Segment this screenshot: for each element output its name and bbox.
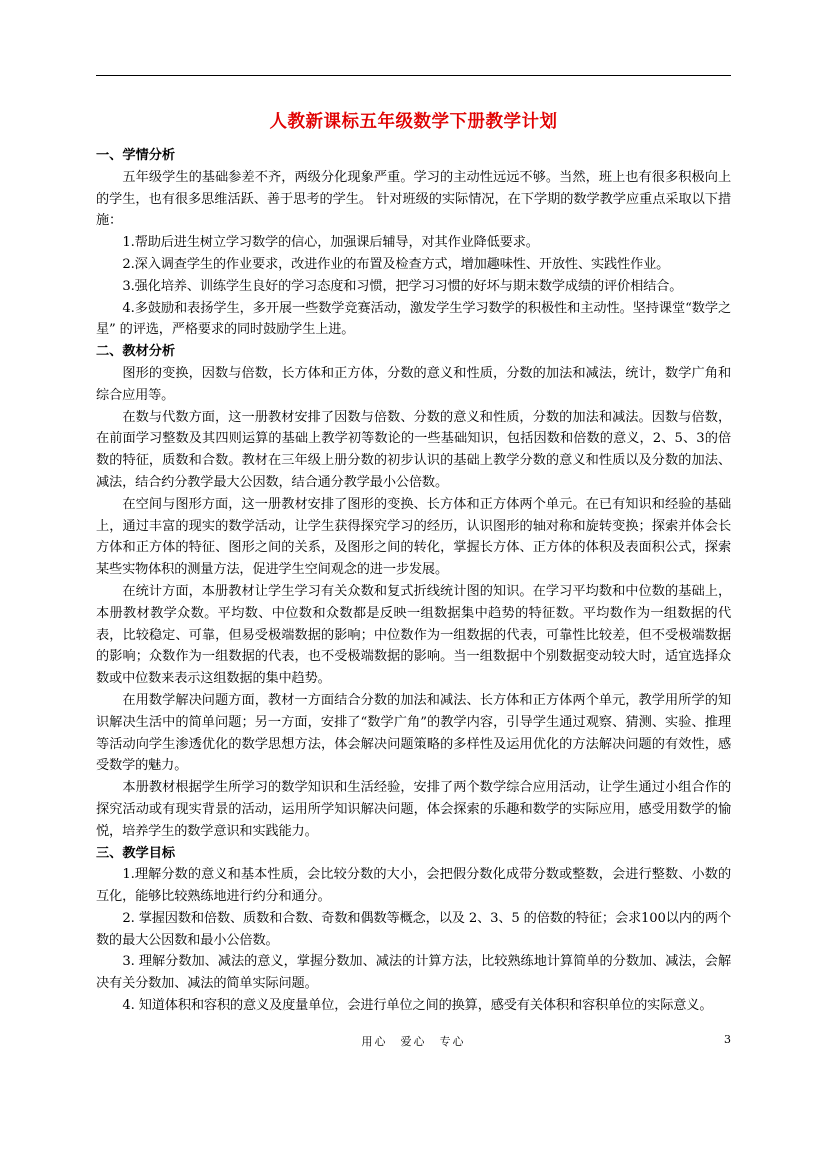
paragraph: 2.深入调查学生的作业要求，改进作业的布置及检查方式，增加趣味性、开放性、实践性作业。 bbox=[122, 256, 670, 272]
paragraph: 4.多鼓励和表扬学生，多开展一些数学竞赛活动，激发学生学习数学的积极性和主动性。坚持课堂“数学之星” 的评选，严格要求的同时鼓励学生上进。 bbox=[96, 300, 731, 338]
section-student-analysis bbox=[96, 145, 731, 341]
section-textbook-analysis bbox=[96, 341, 731, 842]
section-teaching-goals bbox=[96, 843, 731, 1017]
section-heading: 一、学情分析 bbox=[96, 148, 176, 163]
page-number: 3 bbox=[724, 1033, 731, 1046]
paragraph: 2. 掌握因数和倍数、质数和合数、奇数和偶数等概念，以及 2、3、5 的倍数的特征；会求100以内的两个数的最大公因数和最小公倍数。 bbox=[96, 910, 731, 948]
paragraph: 1.理解分数的意义和基本性质，会比较分数的大小，会把假分数化成带分数或整数，会进行整数、小数的互化，能够比较熟练地进行约分和通分。 bbox=[96, 867, 731, 905]
paragraph: 3.强化培养、训练学生良好的学习态度和习惯，把学习习惯的好坏与期末数学成绩的评价相结合。 bbox=[122, 278, 683, 294]
section-heading: 三、教学目标 bbox=[96, 845, 176, 861]
paragraph: 1.帮助后进生树立学习数学的信心，加强课后辅导，对其作业降低要求。 bbox=[122, 235, 539, 251]
footer-motto: 用心 爱心 专心 bbox=[361, 1035, 466, 1048]
paragraph: 4. 知道体积和容积的意义及度量单位，会进行单位之间的换算，感受有关体积和容积单位的实际意义。 bbox=[122, 998, 713, 1014]
paragraph: 在空间与图形方面，这一册教材安排了图形的变换、长方体和正方体两个单元。在已有知识和经验的基础上，通过丰富的现实的数学活动，让学生获得探究学习的经历，认识图形的轴对称和旋转变换；探索并体会长方体和正方体的特征、图形之间的关系，及图形之间的转化，掌握长方体、正方体的体积及表面积公式，探索某些实物体积的测量方法，促进学生空间观念的进一步发展。 bbox=[96, 496, 731, 578]
paragraph: 在统计方面，本册教材让学生学习有关众数和复式折线统计图的知识。在学习平均数和中位数的基础上，本册教材教学众数。平均数、中位数和众数都是反映一组数据集中趋势的特征数。平均数作为一组数据的代表，比较稳定、可靠，但易受极端数据的影响；中位数作为一组数据的代表，可靠性比较差，但不受极端数据的影响；众数作为一组数据的代表，也不受极端数据的影响。当一组数据中个别数据变动较大时，适宜选择众数或中位数来表示这组数据的集中趋势。 bbox=[96, 583, 731, 687]
header-rule bbox=[96, 75, 731, 76]
paragraph: 本册教材根据学生所学习的数学知识和生活经验，安排了两个数学综合应用活动，让学生通过小组合作的探究活动或有现实背景的活动，运用所学知识解决问题，体会探索的乐趣和数学的实际应用，感受用数学的愉悦，培养学生的数学意识和实践能力。 bbox=[96, 780, 731, 839]
section-heading: 二、教材分析 bbox=[96, 344, 176, 360]
paragraph: 3. 理解分数加、减法的意义，掌握分数加、减法的计算方法，比较熟练地计算简单的分数加、减法，会解决有关分数加、减法的简单实际问题。 bbox=[96, 954, 731, 992]
document-body bbox=[96, 145, 731, 1017]
document-title: 人教新课标五年级数学下册教学计划 bbox=[269, 112, 558, 132]
paragraph: 在数与代数方面，这一册教材安排了因数与倍数、分数的意义和性质，分数的加法和减法。因数与倍数，在前面学习整数及其四则运算的基础上教学初等数论的一些基础知识，包括因数和倍数的意义，2、5、3的倍数的特征，质数和合数。教材在三年级上册分数的初步认识的基础上教学分数的意义和性质以及分数的加法、减法，结合约分教学最大公因数，结合通分教学最小公倍数。 bbox=[96, 409, 731, 490]
paragraph: 在用数学解决问题方面，教材一方面结合分数的加法和减法、长方体和正方体两个单元，教学用所学的知识解决生活中的简单问题；另一方面，安排了“数学广角”的教学内容，引导学生通过观察、猜测、实验、推理等活动向学生渗透优化的数学思想方法，体会解决问题策略的多样性及运用优化的方法解决问题的有效性，感受数学的魅力。 bbox=[96, 692, 731, 774]
page-footer bbox=[96, 1033, 731, 1053]
paragraph: 图形的变换，因数与倍数，长方体和正方体，分数的意义和性质，分数的加法和减法，统计，数学广角和综合应用等。 bbox=[96, 365, 731, 403]
paragraph: 五年级学生的基础参差不齐，两级分化现象严重。学习的主动性远远不够。当然，班上也有很多积极向上的学生，也有很多思维活跃、善于思考的学生。 针对班级的实际情况，在下学期的数学教学应重点采取以下措施： bbox=[96, 169, 731, 229]
